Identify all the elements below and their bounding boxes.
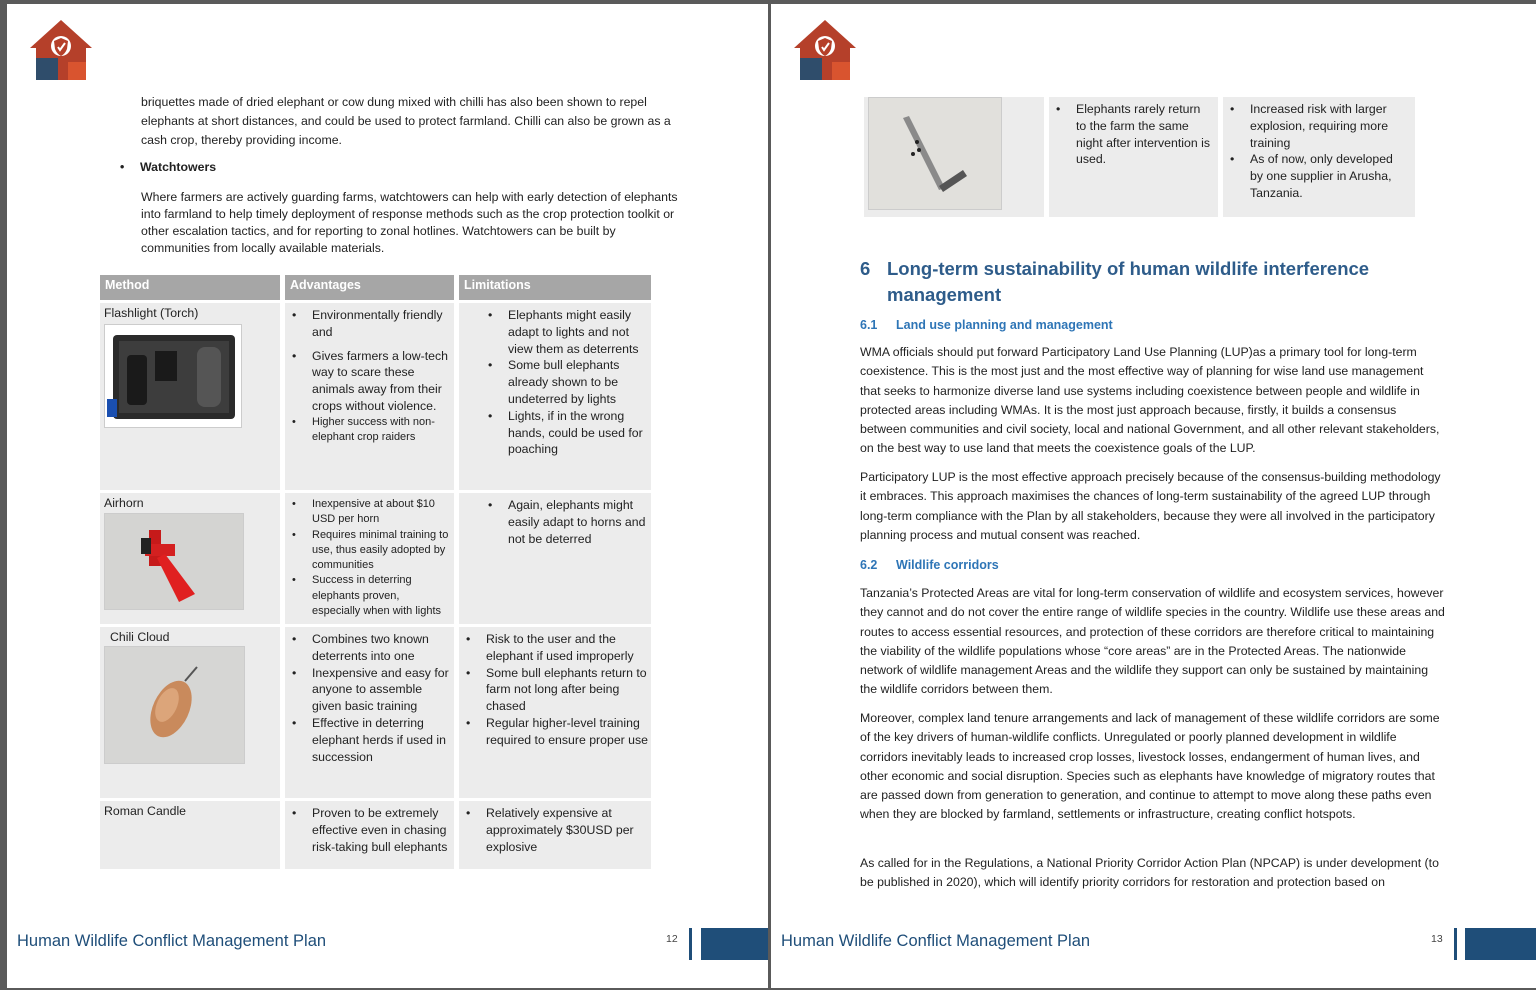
paragraph: Moreover, complex land tenure arrangements and lack of management of these wildlife corridors are some of the key drivers of human-wildlife conflicts. Unregulated or poorly planned development in wildlife corridors inevitably leads to increased crop losses, livestock losses, endangerment of human lives, and other economic and social disruption. Species such as elephants have knowledge of migratory routes that are passed down from generation to generation, and continue to attempt to move along these paths even when they are blocked by farmland, settlements or infrastructure, creating conflict hotspots. bbox=[860, 711, 1440, 822]
table-cell-advantages bbox=[285, 493, 454, 624]
limitation-item: • Relatively expensive at approximately $30USD per explosive bbox=[486, 805, 648, 855]
advantage-item: • Environmentally friendly and bbox=[312, 307, 450, 341]
limitation-item: • Risk to the user and the elephant if used improperly bbox=[486, 631, 648, 665]
watchtowers-paragraph: Where farmers are actively guarding farms, watchtowers can help with early detection of elephants into farmland to help timely deployment of response methods such as the crop protection toolkit or other escalation tactics, and for reporting to zonal hotlines. Watchtowers can be built by communities from locally available materials. bbox=[141, 190, 678, 255]
advantage-item: • Success in deterring elephants proven, especially when with lights bbox=[312, 573, 450, 619]
advantage-item: • Effective in deterring elephant herds if used in succession bbox=[312, 715, 450, 765]
table-cell-limitations bbox=[459, 493, 651, 624]
limitation-item: • Lights, if in the wrong hands, could be used for poaching bbox=[508, 408, 648, 458]
section-heading: 6 Long-term sustainability of human wildlife interference management bbox=[860, 258, 1370, 305]
footer-bar bbox=[701, 928, 768, 960]
advantage-item: • Higher success with non-elephant crop raiders bbox=[312, 415, 450, 446]
table-cell-method bbox=[100, 627, 280, 798]
limitation-item: • Some bull elephants already shown to be undeterred by lights bbox=[508, 357, 648, 407]
roman-candle-photo bbox=[868, 97, 1002, 210]
table-cell-advantages bbox=[285, 627, 454, 798]
limitation-item: • Increased risk with larger explosion, requiring more training bbox=[1250, 101, 1405, 151]
table-cell-advantages bbox=[285, 303, 454, 490]
chili-cloud-photo bbox=[104, 646, 245, 764]
paragraph: Tanzania’s Protected Areas are vital for long-term conservation of wildlife and ecosystem services, however they cannot and do not cover the entire range of wildlife species in the country. Wildlife use these areas and routes to access essential resources, and protection of these corridors are therefore critical to maintaining the viability of the wildlife populations whose “core areas” are in the Protected Areas. The nationwide network of wildlife management Areas and the wildlife they support can only be sustained by maintaining the wildlife corridors between them. bbox=[860, 586, 1445, 697]
advantage-item: • Inexpensive and easy for anyone to assemble given basic training bbox=[312, 665, 450, 715]
bullet-heading: • Watchtowers bbox=[120, 160, 217, 174]
method-name: Flashlight (Torch) bbox=[104, 306, 199, 320]
table-cell-limitations bbox=[459, 303, 651, 490]
limitation-item: • Some bull elephants return to farm not long after being chased bbox=[486, 665, 648, 715]
footer-bar bbox=[1465, 928, 1536, 960]
table-cell-limitations bbox=[1223, 97, 1415, 217]
airhorn-photo bbox=[104, 513, 244, 610]
advantage-item: • Elephants rarely return to the farm the same night after intervention is used. bbox=[1076, 101, 1210, 168]
left-page bbox=[7, 4, 768, 988]
footer-title: Human Wildlife Conflict Management Plan bbox=[17, 932, 327, 950]
paragraph: WMA officials should put forward Participatory Land Use Planning (LUP)as a primary tool for long-term coexistence. This is the most just and the most effective way of planning for wise land use management that seeks to harmonize diverse land use systems including coexistence between people and wildlife in protected areas including WMAs. It is the most just approach because, firstly, it builds a consensus between communities and civil society, local and national Government, and all other relevant stakeholders, on the best way to use land that meets the coexistence goals of the LUP. bbox=[860, 345, 1440, 456]
advantage-item: • Proven to be extremely effective even in chasing risk-taking bull elephants bbox=[312, 805, 450, 855]
limitation-item: • As of now, only developed by one supplier in Arusha, Tanzania. bbox=[1250, 151, 1405, 201]
puzzle-shield-logo bbox=[792, 18, 858, 82]
table-header-method: Method bbox=[100, 275, 280, 300]
footer-separator bbox=[1454, 928, 1457, 960]
method-name: Airhorn bbox=[104, 496, 144, 510]
table-cell-advantages bbox=[1049, 97, 1218, 217]
limitation-item: • Again, elephants might easily adapt to horns and not be deterred bbox=[508, 497, 648, 547]
intro-paragraph: briquettes made of dried elephant or cow dung mixed with chilli has also been shown to repel elephants at short distances, and could be used to protect farmland. Chilli can also be grown as a cash crop, thereby providing income. bbox=[141, 95, 671, 147]
limitation-item: • Elephants might easily adapt to lights and not view them as deterrents bbox=[508, 307, 648, 357]
method-name: Chili Cloud bbox=[110, 630, 170, 644]
paragraph: Participatory LUP is the most effective approach precisely because of the consensus-building methodology it embraces. This approach maximises the chances of long-term sustainability of the agreed LUP through long-term compliance with the Plan by all stakeholders, because they were all involved in the participatory planning process and mutual consent was reached. bbox=[860, 470, 1441, 542]
puzzle-shield-logo bbox=[28, 18, 94, 82]
advantage-item: • Gives farmers a low-tech way to scare these animals away from their crops without violence. bbox=[312, 348, 450, 415]
table-cell-limitations bbox=[459, 627, 651, 798]
advantage-item: • Combines two known deterrents into one bbox=[312, 631, 450, 665]
subsection-heading: 6.2 Wildlife corridors bbox=[860, 558, 999, 572]
paragraph: As called for in the Regulations, a National Priority Corridor Action Plan (NPCAP) is under development (to be published in 2020), which will identify priority corridors for restoration and protection based on bbox=[860, 856, 1439, 890]
table-header-limitations: Limitations bbox=[459, 275, 651, 300]
limitation-item: • Regular higher-level training required to ensure proper use bbox=[486, 715, 648, 749]
advantage-item: • Requires minimal training to use, thus easily adopted by communities bbox=[312, 528, 450, 574]
footer-title: Human Wildlife Conflict Management Plan bbox=[781, 932, 1091, 950]
advantage-item: • Inexpensive at about $10 USD per horn bbox=[312, 497, 450, 528]
table-cell-advantages bbox=[285, 801, 454, 869]
page-number: 13 bbox=[1431, 933, 1443, 945]
table-cell-method bbox=[864, 97, 1044, 217]
table-header-advantages: Advantages bbox=[285, 275, 454, 300]
page-number: 12 bbox=[666, 933, 678, 945]
right-page bbox=[771, 4, 1536, 988]
flashlight-kit-photo bbox=[104, 324, 242, 428]
method-name: Roman Candle bbox=[104, 804, 187, 818]
table-cell-method bbox=[100, 493, 280, 624]
table-cell-method bbox=[100, 303, 280, 490]
table-cell-limitations bbox=[459, 801, 651, 869]
table-cell-method bbox=[100, 801, 280, 869]
subsection-heading: 6.1 Land use planning and management bbox=[860, 318, 1113, 332]
footer-separator bbox=[689, 928, 692, 960]
